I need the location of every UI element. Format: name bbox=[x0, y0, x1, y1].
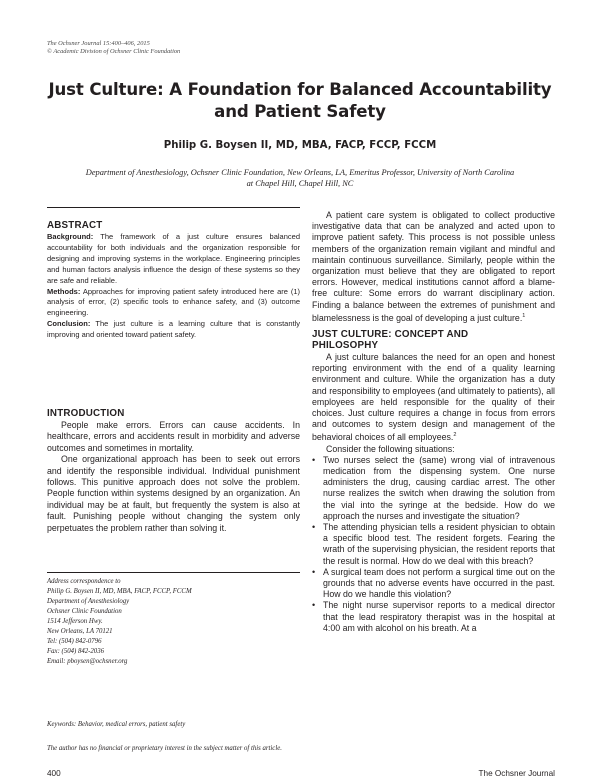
journal-citation bbox=[47, 40, 180, 56]
list-item: • The attending physician tells a resident physician to obtain a specific blood test. The resident forgets. Fearing the wrath of the supervising physician, the resident reports that the result is normal. How do we deal with this breach? bbox=[312, 522, 555, 567]
article-title-line-1: Just Culture: A Foundation for Balanced Accountability bbox=[48, 80, 552, 99]
body-paragraph-1-text: A patient care system is obligated to collect productive investigative data that can be analyzed and acted upon to improve patient safety. This process is not possible unless members of the organization remain vigilant and mindful and maintain continuous surveillance. Similarly, people within the organization must believe that they are obligated to report errors. However, medical institutions cannot afford a blame-free culture: Some errors do warrant disciplinary action. Finding a balance between the extremes of punishment and blamelessness is the goal of developing a just culture. bbox=[312, 210, 555, 323]
body-paragraph-2 bbox=[312, 352, 555, 444]
article-title-line-2: and Patient Safety bbox=[214, 102, 386, 121]
correspondence-line: 1514 Jefferson Hwy. bbox=[47, 618, 103, 625]
abstract-background bbox=[47, 232, 300, 287]
disclosure-statement: The author has no financial or proprietary interest in the subject matter of this article. bbox=[47, 745, 282, 752]
abstract-conclusion-label: Conclusion: bbox=[47, 319, 91, 329]
correspondence-line: Tel: (504) 842-0796 bbox=[47, 638, 102, 645]
copyright-line: © Academic Division of Ochsner Clinic Foundation bbox=[47, 48, 181, 55]
author-affiliation bbox=[44, 167, 556, 190]
situations-list bbox=[312, 455, 555, 634]
concept-heading-line-1: JUST CULTURE: CONCEPT AND bbox=[312, 328, 469, 340]
affiliation-line-2: at Chapel Hill, Chapel Hill, NC bbox=[246, 179, 354, 189]
correspondence-line: Philip G. Boysen II, MD, MBA, FACP, FCCP, FCCM bbox=[47, 588, 192, 595]
abstract-methods-text: Approaches for improving patient safety introduced here are (1) analysis of error, (2) specific tools to enhance safety, and (3) outcome engineering. bbox=[47, 286, 300, 318]
abstract-heading: ABSTRACT bbox=[47, 220, 103, 231]
abstract-section bbox=[47, 207, 300, 341]
keywords: Keywords: Behavior, medical errors, patient safety bbox=[47, 721, 186, 728]
abstract-conclusion-text: The just culture is a learning culture that is constantly improving and oriented toward patient safety. bbox=[47, 319, 300, 340]
abstract-methods-label: Methods: bbox=[47, 286, 81, 296]
abstract-methods bbox=[47, 287, 300, 320]
abstract-background-text: The framework of a just culture ensures balanced accountability for both individuals and the organization responsible for designing and improving systems in the workplace. Engineering principles and human factors analysis influence the design of these systems so they are safe and reliable. bbox=[47, 232, 300, 285]
concept-heading-line-2: PHILOSOPHY bbox=[312, 339, 379, 351]
concept-heading bbox=[312, 329, 555, 351]
body-paragraph-2-text: A just culture balances the need for an open and honest reporting environment with the end of a quality learning environment and culture. While the organization has a duty and responsibility to employees (and ultimately to patients), all employees are held responsible for the quality of their choices. Just culture requires a change in focus from errors and outcomes to system design and management of the behavioral choices of all employees. bbox=[312, 351, 555, 443]
correspondence-block bbox=[47, 572, 300, 667]
abstract-background-label: Background: bbox=[47, 232, 94, 241]
body-paragraph-1 bbox=[312, 210, 555, 324]
list-item: • The night nurse supervisor reports to a medical director that the lead respiratory therapist was in the hospital at 4:00 am with alcohol on his breath. At a bbox=[312, 600, 555, 634]
correspondence-line: Ochsner Clinic Foundation bbox=[47, 608, 122, 615]
page-number: 400 bbox=[47, 769, 61, 778]
body-paragraph-3: Consider the following situations: bbox=[326, 443, 455, 454]
introduction-section bbox=[47, 408, 300, 534]
correspondence-line: Fax: (504) 842-2036 bbox=[47, 648, 105, 655]
journal-name-footer: The Ochsner Journal bbox=[478, 769, 555, 778]
correspondence-line: Address correspondence to bbox=[47, 578, 121, 585]
correspondence-line: Department of Anesthesiology bbox=[47, 598, 130, 605]
introduction-paragraph-2: One organizational approach has been to seek out errors and identify the responsible individual. Individual punishment follows. This punitive approach does not solve the problem. People function within systems designed by an organization. An individual may be at fault, but frequently the system is also at fault. Punishing people without changing the system only perpetuates the problem rather than solving it. bbox=[47, 454, 300, 533]
citation-superscript: 2 bbox=[453, 432, 457, 439]
journal-citation-line: The Ochsner Journal 15:400–406, 2015 bbox=[47, 40, 150, 47]
list-item: • Two nurses select the (same) wrong vial of intravenous medication from the dispensing system. One nurse administers the drug, causing cardiac arrest. The other nurse realizes the switch when drawing the solution from the vial into the syringe at the bedside. How do we approach the nurses and investigate the situation? bbox=[312, 455, 555, 522]
author-line: Philip G. Boysen II, MD, MBA, FACP, FCCP, FCCM bbox=[163, 140, 437, 151]
affiliation-line-1: Department of Anesthesiology, Ochsner Clinic Foundation, New Orleans, LA, Emeritus Professor, University of North Carolina bbox=[85, 168, 515, 177]
right-column bbox=[312, 210, 555, 634]
correspondence-line: New Orleans, LA 70121 bbox=[47, 628, 113, 635]
correspondence-email: Email: pboysen@ochsner.org bbox=[47, 658, 128, 665]
citation-superscript: 1 bbox=[522, 312, 526, 319]
list-item: • A surgical team does not perform a surgical time out on the grounds that no adverse events have occurred in the past. How do we handle this violation? bbox=[312, 567, 555, 601]
introduction-paragraph-1: People make errors. Errors can cause accidents. In healthcare, errors and accidents result in morbidity and adverse outcomes and sometimes in mortality. bbox=[47, 420, 300, 453]
introduction-heading: INTRODUCTION bbox=[47, 408, 125, 419]
abstract-conclusion bbox=[47, 319, 300, 341]
article-title bbox=[20, 79, 580, 123]
